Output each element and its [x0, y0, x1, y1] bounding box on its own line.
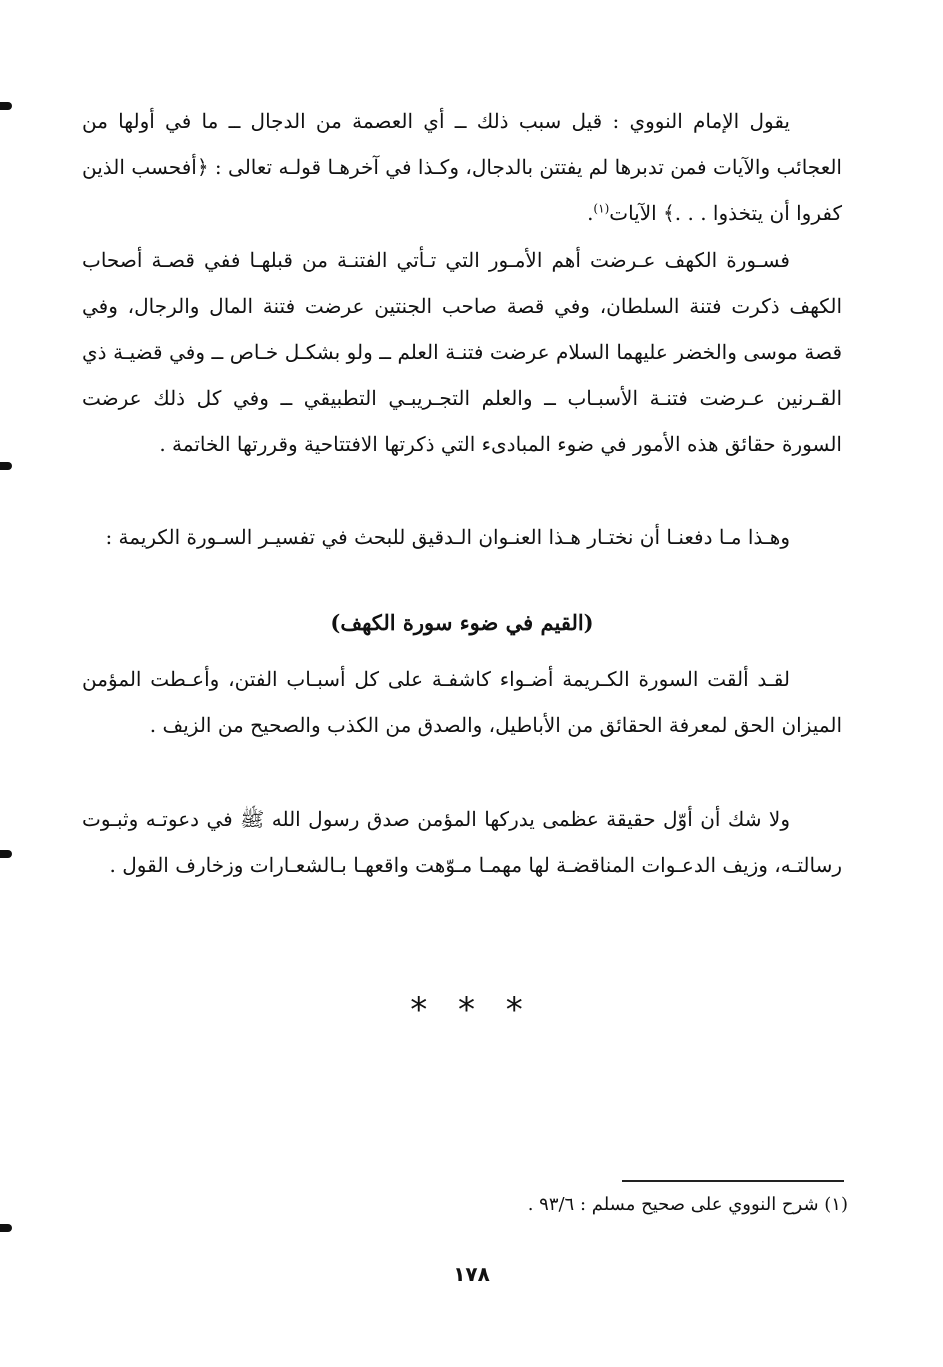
scan-margin-mark [0, 1224, 12, 1232]
paragraph-nawawi-quote [82, 98, 842, 236]
section-separator: * * * [410, 990, 533, 1030]
paragraph-text: يقول الإمام النووي : قيل سبب ذلك ــ أي العصمة من الدجال ــ ما في أولها من العجائب والآيات فمن تدبرها لم يفتتن بالدجال، وكـذا في آخرهـا قولـه تعالى : ﴿أفحسب الذين كفروا أن يتخذوا . . .﴾ الآيات [82, 109, 842, 225]
footnote-divider [622, 1180, 844, 1182]
scan-margin-mark [0, 462, 12, 470]
section-heading: (القيم في ضوء سورة الكهف) [330, 610, 594, 635]
footnote-reference[interactable]: (١) [593, 201, 610, 216]
paragraph-end: . [587, 201, 594, 225]
scan-margin-mark [0, 850, 12, 858]
paragraph-title-intro: وهـذا مـا دفعنـا أن نختـار هـذا العنـوان الـدقيق للبحث في تفسيـر السـورة الكريمة : [105, 525, 790, 549]
footnote: (١) شرح النووي على صحيح مسلم : ٩٣/٦ . [527, 1194, 848, 1215]
paragraph-first-truth: ولا شك أن أوّل حقيقة عظمى يدركها المؤمن صدق رسول الله ﷺ في دعوتـه وثبـوت رسالتـه، وزيف الدعـوات المناقضـة لها مهمـا مـوّهت واقعهـا بـالشعـارات وزخارف القول . [82, 807, 842, 877]
scan-margin-mark [0, 102, 12, 110]
paragraph-surah-lights: لقـد ألقت السورة الكـريمة أضـواء كاشفـة على كل أسبـاب الفتن، وأعـطت المؤمن الميزان الحق لمعرفة الحقائق من الأباطيل، والصدق من الكذب والصحيح من الزيف . [82, 667, 842, 737]
page-number: ١٧٨ [453, 1262, 490, 1286]
paragraph-fitan-summary: فسـورة الكهف عـرضت أهم الأمـور التي تـأتي الفتنـة من قبلهـا ففي قصـة أصحاب الكهف ذكرت فتنة السلطان، وفي قصة صاحب الجنتين عرضت فتنة المال والرجال، وفي قصة موسى والخضر عليهما السلام عرضت فتنـة العلم ــ ولو بشكـل خـاص ــ وفي قضيـة ذي القـرنين عـرضت فتنـة الأسبـاب ــ والعلم التجـريبـي التطبيقي ــ وفي كل ذلك عرضت السورة حقائق هذه الأمور في ضوء المبادىء التي ذكرتها الافتتاحية وقررتها الخاتمة . [82, 248, 842, 456]
